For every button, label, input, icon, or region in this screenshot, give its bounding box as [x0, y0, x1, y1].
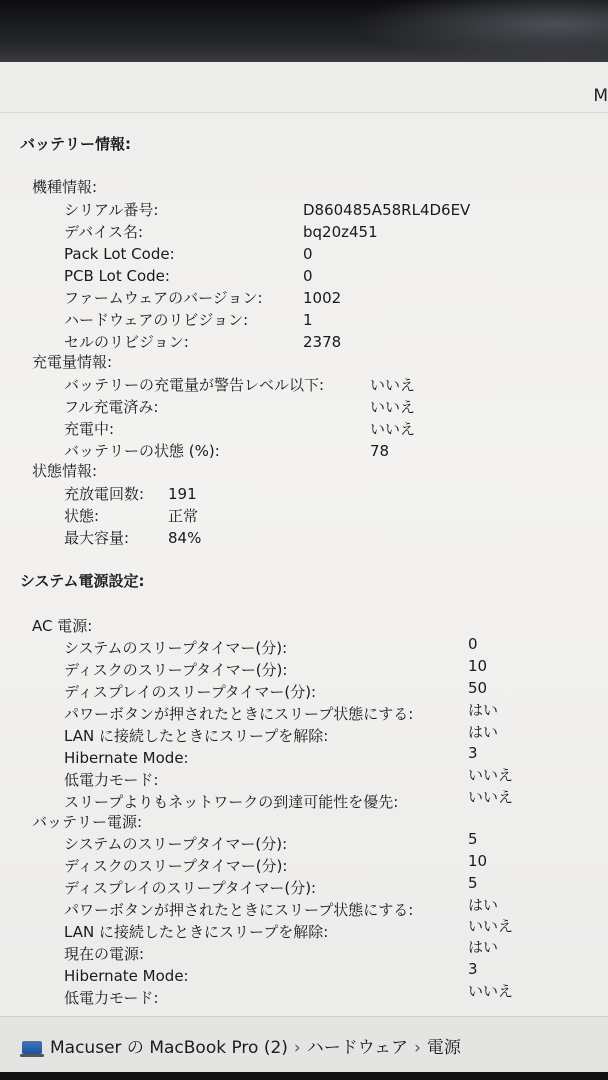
row-label: 最大容量: [64, 529, 130, 547]
row-value: 84% [168, 529, 202, 547]
row-label: ディスクのスリープタイマー(分): [64, 857, 288, 875]
row-value: 0 [468, 635, 478, 653]
row-value: はい [468, 723, 499, 741]
row-label: ディスプレイのスリープタイマー(分): [64, 683, 317, 701]
row-label: システムのスリープタイマー(分): [64, 835, 288, 853]
row-value: いいえ [468, 766, 514, 784]
row-label: バッテリーの充電量が警告レベル以下: [64, 376, 325, 394]
row-label: PCB Lot Code: [64, 267, 170, 285]
row-label: Pack Lot Code: [64, 245, 175, 263]
row-value: 正常 [168, 507, 199, 525]
row-value: いいえ [370, 420, 416, 438]
row-value: 1 [303, 311, 313, 329]
row-value: いいえ [468, 917, 514, 935]
chevron-right-icon: › [293, 1038, 301, 1058]
row-value: いいえ [370, 376, 416, 394]
row-value: 50 [468, 679, 488, 697]
row-label: スリープよりもネットワークの到達可能性を優先: [64, 793, 399, 811]
breadcrumb-item-computer[interactable]: Macuser の MacBook Pro (2) [50, 1038, 288, 1058]
power-settings-title: システム電源設定: [20, 572, 145, 590]
row-value: はい [468, 938, 499, 956]
row-value: D860485A58RL4D6EV [303, 201, 471, 219]
row-value: はい [468, 896, 499, 914]
row-label: 状態: [64, 507, 100, 525]
row-value: はい [468, 701, 499, 719]
row-label: パワーボタンが押されたときにスリープ状態にする: [64, 705, 414, 723]
row-label: セルのリビジョン: [64, 333, 189, 351]
path-bar [0, 1016, 608, 1072]
row-value: 78 [370, 442, 390, 460]
row-label: フル充電済み: [64, 398, 159, 416]
breadcrumb [22, 1033, 461, 1058]
breadcrumb-item-power[interactable]: 電源 [426, 1038, 461, 1058]
ac-power-heading: AC 電源: [32, 617, 93, 635]
row-value: 3 [468, 744, 478, 762]
model-info-heading: 機種情報: [32, 178, 98, 196]
row-label: Hibernate Mode: [64, 967, 189, 985]
row-label: ディスプレイのスリープタイマー(分): [64, 879, 317, 897]
row-label: シリアル番号: [64, 201, 159, 219]
row-value: 2378 [303, 333, 342, 351]
row-label: Hibernate Mode: [64, 749, 189, 767]
computer-icon [22, 1041, 42, 1054]
row-value: 1002 [303, 289, 342, 307]
window-header [0, 62, 608, 113]
row-label: ファームウェアのバージョン: [64, 289, 263, 307]
monitor-bezel-top [0, 0, 608, 62]
chevron-right-icon: › [414, 1038, 421, 1058]
row-label: デバイス名: [64, 223, 144, 241]
row-label: パワーボタンが押されたときにスリープ状態にする: [64, 901, 414, 919]
battery-info-title: バッテリー情報: [20, 135, 131, 153]
row-label: 低電力モード: [64, 771, 159, 789]
row-value: 10 [468, 657, 488, 675]
row-value: 10 [468, 852, 488, 870]
row-label: LAN に接続したときにスリープを解除: [64, 923, 329, 941]
row-label: 充電中: [64, 420, 115, 438]
row-value: いいえ [468, 982, 514, 1000]
health-info-heading: 状態情報: [32, 462, 98, 480]
charge-info-heading: 充電量情報: [32, 353, 113, 371]
row-label: 低電力モード: [64, 989, 159, 1007]
row-value: 3 [468, 960, 478, 978]
row-value: 191 [168, 485, 197, 503]
row-value: 0 [303, 245, 313, 263]
row-label: ハードウェアのリビジョン: [64, 311, 249, 329]
row-label: 現在の電源: [64, 945, 145, 963]
row-label: システムのスリープタイマー(分): [64, 639, 288, 657]
row-value: 5 [468, 830, 478, 848]
row-value: いいえ [370, 398, 416, 416]
row-label: ディスクのスリープタイマー(分): [64, 661, 288, 679]
row-value: いいえ [468, 788, 514, 806]
system-information-window [0, 62, 608, 1072]
breadcrumb-item-hardware[interactable]: ハードウェア [306, 1038, 409, 1058]
row-value: 5 [468, 874, 478, 892]
row-value: 0 [303, 267, 313, 285]
header-glyph: M [593, 86, 608, 106]
monitor-bezel-bottom [0, 1072, 608, 1080]
battery-power-heading: バッテリー電源: [32, 813, 143, 831]
row-label: LAN に接続したときにスリープを解除: [64, 727, 329, 745]
row-label: 充放電回数: [64, 485, 145, 503]
row-label: バッテリーの状態 (%): [64, 442, 220, 460]
row-value: bq20z451 [303, 223, 378, 241]
